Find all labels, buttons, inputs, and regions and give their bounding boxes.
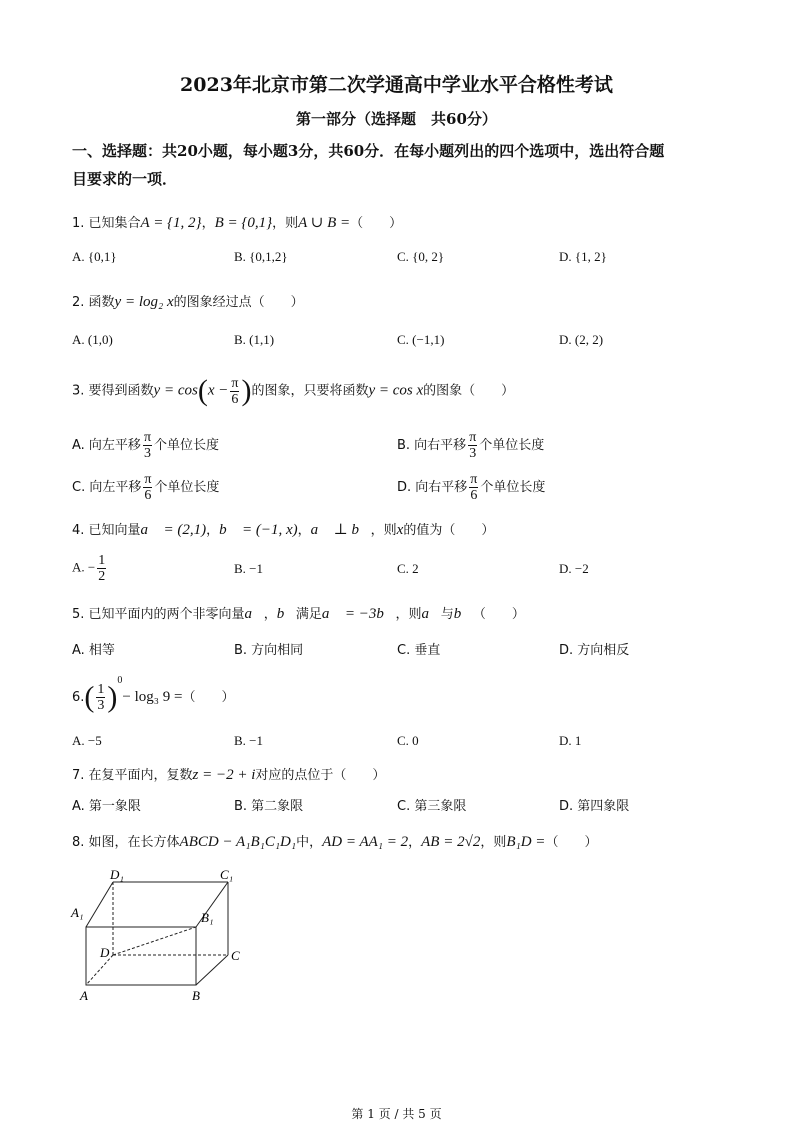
q6-paren: （ ） (182, 690, 235, 705)
q6-option-c: C. 0 (397, 733, 419, 748)
q3b-pre: B. 向右平移 (397, 438, 467, 453)
q3b-post: 个单位长度 (479, 438, 545, 453)
q5-text-d: 与 (440, 607, 454, 622)
q3a-post: 个单位长度 (154, 438, 220, 453)
q4-math-a: a⃗ = (2,1) (140, 522, 207, 538)
q3a-den: 3 (143, 446, 151, 461)
q5-option-d: D. 方向相反 (559, 643, 630, 658)
question-4-stem: 4. 已知向量a⃗ = (2,1)，b⃗ = (−1, x)，a⃗ ⊥ b⃗，则x的值为（ ） (72, 522, 495, 538)
label-a: A (80, 988, 88, 1003)
q1-math-a: A = {1, 2} (140, 215, 202, 231)
q8-math-a: ABCD − A₁B₁C₁D₁ (179, 834, 297, 850)
q3d-num: π (470, 472, 478, 487)
q8-math-d: B₁D = (506, 834, 546, 850)
q3b-den: 3 (469, 446, 477, 461)
q1-option-b: B. {0,1,2} (234, 249, 288, 264)
q3-paren-right: ) (241, 374, 252, 407)
q6-paren-right: ) (107, 680, 118, 714)
q7-option-d: D. 第四象限 (559, 799, 630, 814)
label-a1: A₁ (71, 905, 84, 920)
q2-text-b: 的图象经过点（ ） (173, 295, 304, 310)
q7-option-b: B. 第二象限 (234, 799, 304, 814)
q6-text: 6. (72, 690, 85, 705)
q4-option-b: B. −1 (234, 561, 264, 576)
q5-option-b: B. 方向相同 (234, 643, 304, 658)
q5-math-c: a⃗ = −3b⃗ (321, 606, 396, 622)
label-c: C (231, 948, 240, 963)
q6-option-a: A. −5 (72, 733, 102, 748)
q4-option-c: C. 2 (397, 561, 419, 576)
q2-math: y = log₂ x (114, 294, 174, 310)
q8-text-c: ，则 (480, 835, 507, 850)
q5-math-e: b⃗ (453, 606, 473, 622)
q3-text: 3. 要得到函数 (72, 383, 154, 399)
q1-option-c: C. {0, 2} (397, 249, 445, 264)
label-b1: B₁ (201, 910, 214, 925)
q3a-pre: A. 向左平移 (72, 438, 141, 453)
q5-math-d: a⃗ (421, 606, 441, 622)
q6-paren-left: ( (84, 680, 95, 714)
q4-math-b: b⃗ = (−1, x) (219, 522, 298, 538)
q7-text: 7. 在复平面内，复数 (72, 768, 193, 783)
q5-paren: （ ） (472, 607, 525, 622)
q5-option-c: C. 垂直 (397, 643, 441, 658)
q1-text: 1. 已知集合 (72, 216, 141, 231)
q3-frac-num: π (231, 375, 239, 391)
q3-math-b: x − (207, 382, 229, 399)
q3c-den: 6 (144, 488, 152, 503)
q3-text-c: 的图象（ ） (423, 383, 515, 399)
q1-sep: ， (201, 216, 215, 231)
q3b-num: π (469, 430, 477, 445)
q6-frac-num: 1 (97, 682, 105, 697)
q5-text-c: ，则 (395, 607, 422, 622)
q3-math-a: y = cos (153, 382, 198, 399)
part-heading: 第一部分（选择题 共60分） (296, 110, 497, 128)
q3c-pre: C. 向左平移 (72, 480, 142, 495)
section-instructions-line2: 目要求的一项． (72, 170, 178, 188)
q3-math-c: y = cos x (368, 382, 424, 399)
question-5-stem: 5. 已知平面内的两个非零向量a⃗，b⃗满足a⃗ = −3b⃗，则a⃗与b⃗（ ） (72, 606, 525, 622)
q3d-den: 6 (470, 488, 478, 503)
q5-text-b: 满足 (295, 607, 322, 622)
q1-text-b: ，则 (272, 216, 299, 231)
label-d: D (100, 945, 110, 960)
q3d-post: 个单位长度 (480, 480, 546, 495)
q1-option-a: A. {0,1} (72, 249, 117, 264)
q4a-den: 2 (98, 569, 106, 584)
q6-option-b: B. −1 (234, 733, 264, 748)
q6-exponent: 0 (117, 675, 123, 686)
q5-option-a: A. 相等 (72, 643, 115, 658)
q5-math-b: b⃗ (276, 606, 296, 622)
q3d-pre: D. 向右平移 (397, 480, 468, 495)
page-footer: 第 1 页 / 共 5 页 (351, 1107, 442, 1121)
edge-b-c (196, 955, 228, 985)
q8-math-c: AB = 2√2 (421, 834, 481, 850)
q2-option-c: C. (−1,1) (397, 332, 445, 347)
q2-option-b: B. (1,1) (234, 332, 275, 347)
q7-option-a: A. 第一象限 (72, 799, 141, 814)
q3-frac-den: 6 (231, 391, 239, 407)
q4-option-d: D. −2 (559, 561, 589, 576)
q1-math-b: B = {0,1} (214, 215, 273, 231)
q4a-pre: A. − (72, 559, 96, 575)
label-d1: D₁ (110, 867, 124, 882)
q4-text: 4. 已知向量 (72, 523, 141, 538)
section-instructions-line1: 一、选择题：共20小题，每小题3分，共60分．在每小题列出的四个选项中，选出符合题 (72, 142, 665, 160)
q1-option-d: D. {1, 2} (559, 249, 607, 264)
q2-option-a: A. (1,0) (72, 332, 113, 347)
q4a-num: 1 (98, 553, 106, 568)
q8-paren: （ ） (545, 835, 598, 850)
edge-a1-d1 (86, 882, 113, 927)
q4-math-c: a⃗ ⊥ b⃗ (310, 522, 371, 538)
label-c1: C₁ (220, 867, 234, 882)
q8-text: 8. 如图，在长方体 (72, 835, 180, 850)
q8-text-b: 中， (296, 835, 323, 850)
question-8-stem: 8. 如图，在长方体ABCD − A₁B₁C₁D₁中，AD = AA₁ = 2，AB = 2√2，则B₁D =（ ） (72, 834, 598, 850)
label-b: B (192, 988, 200, 1003)
q3c-num: π (144, 472, 152, 487)
q5-text: 5. 已知平面内的两个非零向量 (72, 607, 245, 622)
q1-math-c: A ∪ B = (298, 215, 351, 231)
q1-paren: （ ） (350, 216, 403, 231)
q6-option-d: D. 1 (559, 733, 582, 748)
q6-frac-den: 3 (97, 698, 105, 713)
q4-math-d: x (396, 522, 404, 538)
q3c-post: 个单位长度 (154, 480, 220, 495)
q2-text: 2. 函数 (72, 295, 115, 310)
diagonal-d-b1 (113, 927, 196, 955)
q4-text-c: 的值为（ ） (403, 523, 495, 538)
q5-math-a: a⃗ (244, 606, 264, 622)
q7-option-c: C. 第三象限 (397, 799, 467, 814)
q7-text-b: 对应的点位于（ ） (255, 768, 386, 783)
q3-paren-left: ( (197, 374, 208, 407)
q7-math: z = −2 + i (192, 767, 256, 783)
exam-title: 2023年北京市第二次学通高中学业水平合格性考试 (180, 74, 613, 96)
q2-option-d: D. (2, 2) (559, 332, 604, 347)
q8-math-b: AD = AA₁ = 2 (322, 834, 409, 850)
q3-text-b: 的图象，只要将函数 (251, 383, 369, 399)
q3a-num: π (143, 430, 152, 445)
q4-text-b: ，则 (370, 523, 397, 538)
q6-math: − log₃ 9 = (122, 689, 183, 705)
